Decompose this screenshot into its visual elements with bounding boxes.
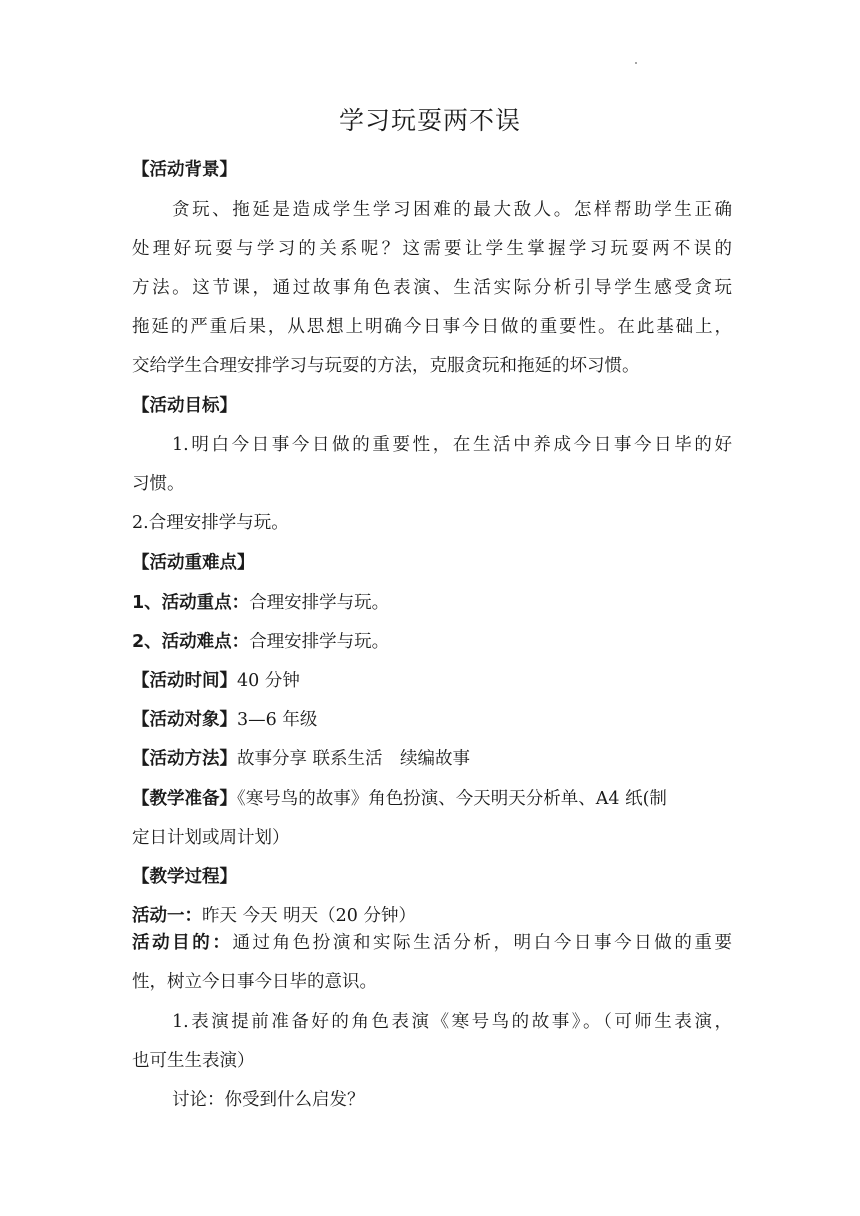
- teaching-prep: [132, 786, 732, 812]
- key-points-heading: 【活动重难点】: [132, 553, 255, 573]
- goals-heading: 【活动目标】: [132, 396, 237, 416]
- activity-method-label: 【活动方法】: [132, 749, 237, 769]
- key-point-1: [132, 590, 732, 616]
- key-point-1-label: 1、活动重点：: [132, 593, 250, 613]
- process-heading: 【教学过程】: [132, 867, 237, 887]
- background-line-1: 贪玩、拖延是造成学生学习困难的最大敌人。怎样帮助学生正确: [172, 200, 732, 220]
- step-1-line-1: 1.表演提前准备好的角色表演《寒号鸟的故事》。（可师生表演，: [172, 1012, 732, 1032]
- goal-1-line-1: 1.明白今日事今日做的重要性，在生活中养成今日事今日毕的好: [172, 435, 732, 455]
- background-heading: 【活动背景】: [132, 160, 237, 180]
- background-line-5: 交给学生合理安排学习与玩耍的方法，克服贪玩和拖延的坏习惯。: [132, 356, 640, 376]
- key-point-1-text: 合理安排学与玩。: [249, 593, 390, 613]
- background-line-4: 拖延的严重后果，从思想上明确今日事今日做的重要性。在此基础上，: [132, 317, 732, 337]
- activity-1-text: 昨天 今天 明天（20 分钟）: [202, 906, 416, 926]
- activity-time-label: 【活动时间】: [132, 671, 237, 691]
- teaching-prep-label: 【教学准备】: [132, 789, 237, 809]
- activity-time: [132, 668, 732, 694]
- activity-method-value: 故事分享 联系生活 续编故事: [237, 749, 471, 769]
- activity-target: [132, 707, 732, 733]
- activity-method: [132, 746, 732, 772]
- background-line-3: 方法。这节课，通过故事角色表演、生活实际分析引导学生感受贪玩: [132, 278, 732, 298]
- activity-target-label: 【活动对象】: [132, 710, 237, 730]
- activity-target-value: 3—6 年级: [237, 710, 318, 730]
- goal-1-line-2: 习惯。: [132, 474, 185, 494]
- page-mark: [635, 62, 637, 64]
- activity-time-value: 40 分钟: [237, 671, 300, 691]
- key-point-2-label: 2、活动难点：: [132, 632, 250, 652]
- purpose-line-2: 性，树立今日事今日毕的意识。: [132, 972, 377, 992]
- key-point-2: [132, 629, 732, 655]
- discussion: 讨论：你受到什么启发？: [172, 1090, 365, 1110]
- page-title: 学习玩耍两不误: [338, 106, 521, 135]
- activity-1-title: [132, 903, 732, 929]
- step-1-line-2: 也可生生表演）: [132, 1051, 255, 1071]
- goal-2: 2.合理安排学与玩。: [132, 513, 289, 533]
- purpose-line-1: [132, 930, 732, 956]
- teaching-prep-line-2: 定日计划或周计划）: [132, 828, 290, 848]
- background-line-2: 处理好玩耍与学习的关系呢？这需要让学生掌握学习玩耍两不误的: [132, 239, 732, 259]
- purpose-label: 活动目的：: [132, 933, 233, 953]
- activity-1-label: 活动一：: [132, 906, 202, 926]
- purpose-text: 通过角色扮演和实际生活分析，明白今日事今日做的重要: [232, 933, 732, 953]
- key-point-2-text: 合理安排学与玩。: [249, 632, 390, 652]
- teaching-prep-value: 《寒号鸟的故事》角色扮演、今天明天分析单、A4 纸(制: [237, 789, 667, 809]
